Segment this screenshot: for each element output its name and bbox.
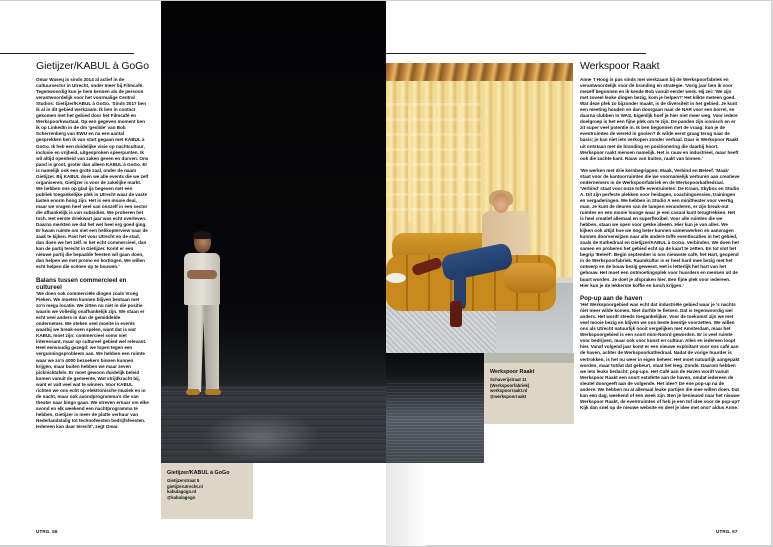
caption-social-right: @werkspoorraakt <box>490 393 527 399</box>
caption-title-right: Werkspoor Raakt <box>490 369 535 375</box>
caption-title-left: Gietijzer/KABUL à GoGo <box>167 470 230 476</box>
photo-left-spill-floor <box>386 353 484 463</box>
top-rule-left <box>0 53 134 54</box>
photo-woman-on-sofa <box>386 63 573 353</box>
caption-box-left <box>161 463 253 519</box>
gutter-shadow <box>386 463 426 546</box>
top-rule-right <box>386 53 574 54</box>
caption-website2-left[interactable]: kabulagogo.nl <box>167 489 197 495</box>
floor-light <box>201 411 321 463</box>
photo-man-on-stage <box>161 1 386 463</box>
top-rule-right-col <box>574 53 646 54</box>
caption-box-right <box>484 353 574 424</box>
right-paragraph-1: Anne 't Hoog is pas sinds mei werkzaam bij de Werkspoorfabriek en verantwoordelijk voor de branding en strategie. 'Vorig jaar ben ik voor mezelf begonnen en ik kende Bob vanuit eerder werk. Hij zei: 'We zijn met zoveel leuke dingen bezig, kom je helpen?' Het klikte meteen goed. Wat deze plek zo bijzonder maakt, is de diversiteit in het gebied. Je kunt een meeting houden en dan doorgaan naar de NAR voor een borrel, en daarna clubben in WAS. Eigenlijk hoef je hier niet meer weg. Voor iedere doelgroep is het een fijne plek om te zijn. De panden zijn iconisch en er zit super veel potentie in. Ik ben begonnen met de vraag: kun je de eventruimtes de wereld in gooien? Ik wilde eerst graag terug naar de basis; je kan niet iets verkopen zonder verhaal. Daar is Werkspoor Raakt uit ontstaan met de branding en positionering die daarbij hoort. Werkspoor raakt mensen namelijk. Het is rauw en industrieel, maar heeft ook die zachte kant. Rauw van buiten, raakt van binnen.' <box>580 77 739 161</box>
right-paragraph-3: 'Het Werkspoorgebied was echt dat industriële gebied waar je 's nachts niet meer wilde komen. Niet durfde te fietsen. Dat is tegenwoordig wel anders. Het wordt steeds toegankelijker. Voor de toekomst zijn we met veel mooie bezig en blijven we ons beste beentje voorzetten. We willen ons als Utrecht natuurlijk nooit vergelijken met Amsterdam, maar het Werkspoorgebied is een soort mini-Noord geworden. Er is veel ruimte voor bedrijven, maar ook voor kunst en cultuur. Alles en iedereen loopt hier. Vanaf volgend jaar komt er een nieuwe exploitant voor ons café aan de haven, achter de Werkspoorkathedraal. Nadat de vorige huurder is vertrokken, is het nu weer in eigen beheer. Het moet natuurlijk aangepakt worden, maar totdat dat gebeurt, staat het leeg. Zonde. Daarom hebben we iets leuks bedacht: pop-ups. Het Café aan de Haven wordt vanuit Werkspoor Raakt een soort estafette aan de haven, omdat iedereen de sleutel doorgeeft aan de volgende. Het idee? De ene pop-up na de andere. We hebben nu al allemaal leuke partijen die mee willen doen. Dat kan een dag, weekend of een week zijn. Ben je benieuwd naar het nieuwe Werkspoor Raakt, de eventruimtes of heb je een tof idee voor de pop-up? Kijk dan snel op de nieuwe website en deel je idee met ons!' aldus Anne. <box>580 302 740 410</box>
caption-address-right: Schaverijstraat 11 <box>490 377 527 382</box>
left-article-title: Gietijzer/KABUL à GoGo <box>36 60 149 72</box>
page-number-left: UTRG. 56 <box>36 529 58 534</box>
right-article-title: Werkspoor Raakt <box>580 60 660 72</box>
caption-social-left: @kabulagogo <box>167 494 196 500</box>
side-table <box>386 273 406 283</box>
right-paragraph-2: 'We werken met drie kernbegrippen: Maak, Verbind en Beleef. 'Maak' staat voor de kantoorruimtes die we voornamelijk verhuren aan creatieve ondernemers in de Werkspoorfabriek en de Werkspoorkathedraal. 'Verbind' staat voor onze toffe eventruimtes: De Kraan, Skybox en Studio A. Dit zijn perfecte plekken voor heidagen, coachingsessies, trainingen en vergaderingen. We hebben in Studio A een minitheater voor veertig man. Je kunt de deuren van de lampen veranderen, er zijn break-out ruimtes en een mooie lounge waar je een casual kunt terugtrekken. Het is heel creatief allemaal en superflexibel. Voor alle ruimtes die we hebben, staan we open voor gekke ideeën. Hier kun je van alles. We kijken ook altijd hoe we nog beter kunnen samenwerken en aanvragen kunnen doorverwijzen naar alle andere toffe eventlocaties in het gebied, zoals de Kathedraal en Gietijzer/KABUL à GoGo. Verbinden. We doen het samen en proberen het gebied echt op de kaart te zetten. En tot slot het begrip 'Beleef'. Begin september is ons nieuwste café, het Hart, geopend in de Werkspoorfabriek. Raumkultur is er heel hard mee bezig met het ontwerp en de bouw bezig geweest. Het is letterlijk het hart van het gebouw. Het moet een ontmoetingsplek voor huurders en mensen uit de buurt worden. Je doet je afspraken hier. Een fijne plek voor iedereen. Hier kun je de lekkerste koffie en lunch krijgen.' <box>580 167 740 288</box>
caption-website-right[interactable]: werkspoorraakt.nl <box>490 388 528 394</box>
left-paragraph-1: Omar Waseq is sinds 2014 al actief in de cultuursector in Utrecht, onder meer bij Filmcafé. Tegenwoordig kun je hem kennen als de persoon verantwoordelijk voor het voormalige Central Studios: Gietijzer/KABUL à GoGo. 'Sinds 2017 ben ik al in dit gebied werkzaam. Ik ben in contact gekomen met het gebied door het Filmcafé en Werkspoorkwartaal. Op een gegeven moment ben ik op LinkedIn in de dm 'geslide' van Bob Scherrenberg van EWU en na een aantal gesprekken ben ik van start gegaan met KABUL à GoGo. Ik heb een duidelijke visie op nachtcultuur, inclusie en vrijheid, uitgesproken speerpunten. Ik wil altijd openheid van zaken geven en durven. Ons pand is groot, groter dan alleen KABUL à GoGo. Er is namelijk ook een grote zaal, onder de naam Gietijzer. Bij KABUL doen we alle events die we zelf organiseren, Gietijzer is voor de zakelijke markt. We hebben ons op glad ijs begeven met een publiek toegankelijke plek in Utrecht waar de vaste lasten enorm hoog zijn. Het is een mooie deal, maar we vragen heel veel van onszelf in een sector die afhankelijk is van subsidies. We proberen het toch. Het eerste driekwart jaar was echt overleven. Daarna merkten we dat het wel heel erg goed ging. Er kwam ruimte om met een helikopterview naar de zaak te kijken. Past het voor Utrecht en de stad, dan doen we het zelf. Is het echt commercieel, dan kan de partij terecht in Gietijzer. Komt er een nieuwe partij die bepaalde feesten wil gaan doen, dan helpen we met promo en kortingen. We willen echt helpen die scènes op te bouwen.' <box>36 77 149 270</box>
right-article-body <box>580 77 740 417</box>
right-subheading: Pop-up aan de haven <box>580 294 643 302</box>
left-article-body <box>36 77 149 436</box>
lattice <box>386 103 481 223</box>
ceiling-beams <box>386 63 573 81</box>
left-subheading: Balans tussen commercieel en cultureel <box>36 276 127 291</box>
caption-building-right: (Werkspoorfabriek) <box>490 382 530 388</box>
caption-website-left[interactable]: gietijzerutrecht.nl <box>167 483 203 489</box>
caption-address-left: Gietijzerstraat 5 <box>167 478 200 483</box>
page-number-right: UTRG. 57 <box>716 529 738 534</box>
left-paragraph-2: 'We doen ook commerciële dingen zoals Vroeg Pieken. We moeten kunnen blijven bestaan met zo'n mega locatie. We zitten nu niet in die positie waarin we volledig onafhankelijk zijn. We staan er echt veel anders in dan de gemiddelde ondernemer. We steken veel moeite in events waarbij we break-even spelen, want dat is wat KABUL moet zijn: commercieel soms niet interessant, maar op cultureel gebied wel relevant. Heel eenvoudig gezegd: we lopen tegen een vergunningsprobleem aan. We hebben een ruimte waar we zo'n 4000 bezoekers binnen kunnen krijgen, maar buiten hebben we maar zeven picknicktafels. Er moet gewoon duidelijk beleid komen vanuit de gemeente. Wat strijdkracht bij, want er valt veel wat te winnen. Voor KABUL richten we ons echt op elektronische muziek en in de nacht, maar ook avondprogramma's die van theater naar bingo gaan. We streven ernaar om elke avond en elk weekend een nachtprogramma te hebben. Gietijzer is meer de platte verhuur van Nederlandstalig tot technofeesten bedrijfsfeesten. Iedereen kan daar terecht', zegt Omar. <box>36 291 149 430</box>
